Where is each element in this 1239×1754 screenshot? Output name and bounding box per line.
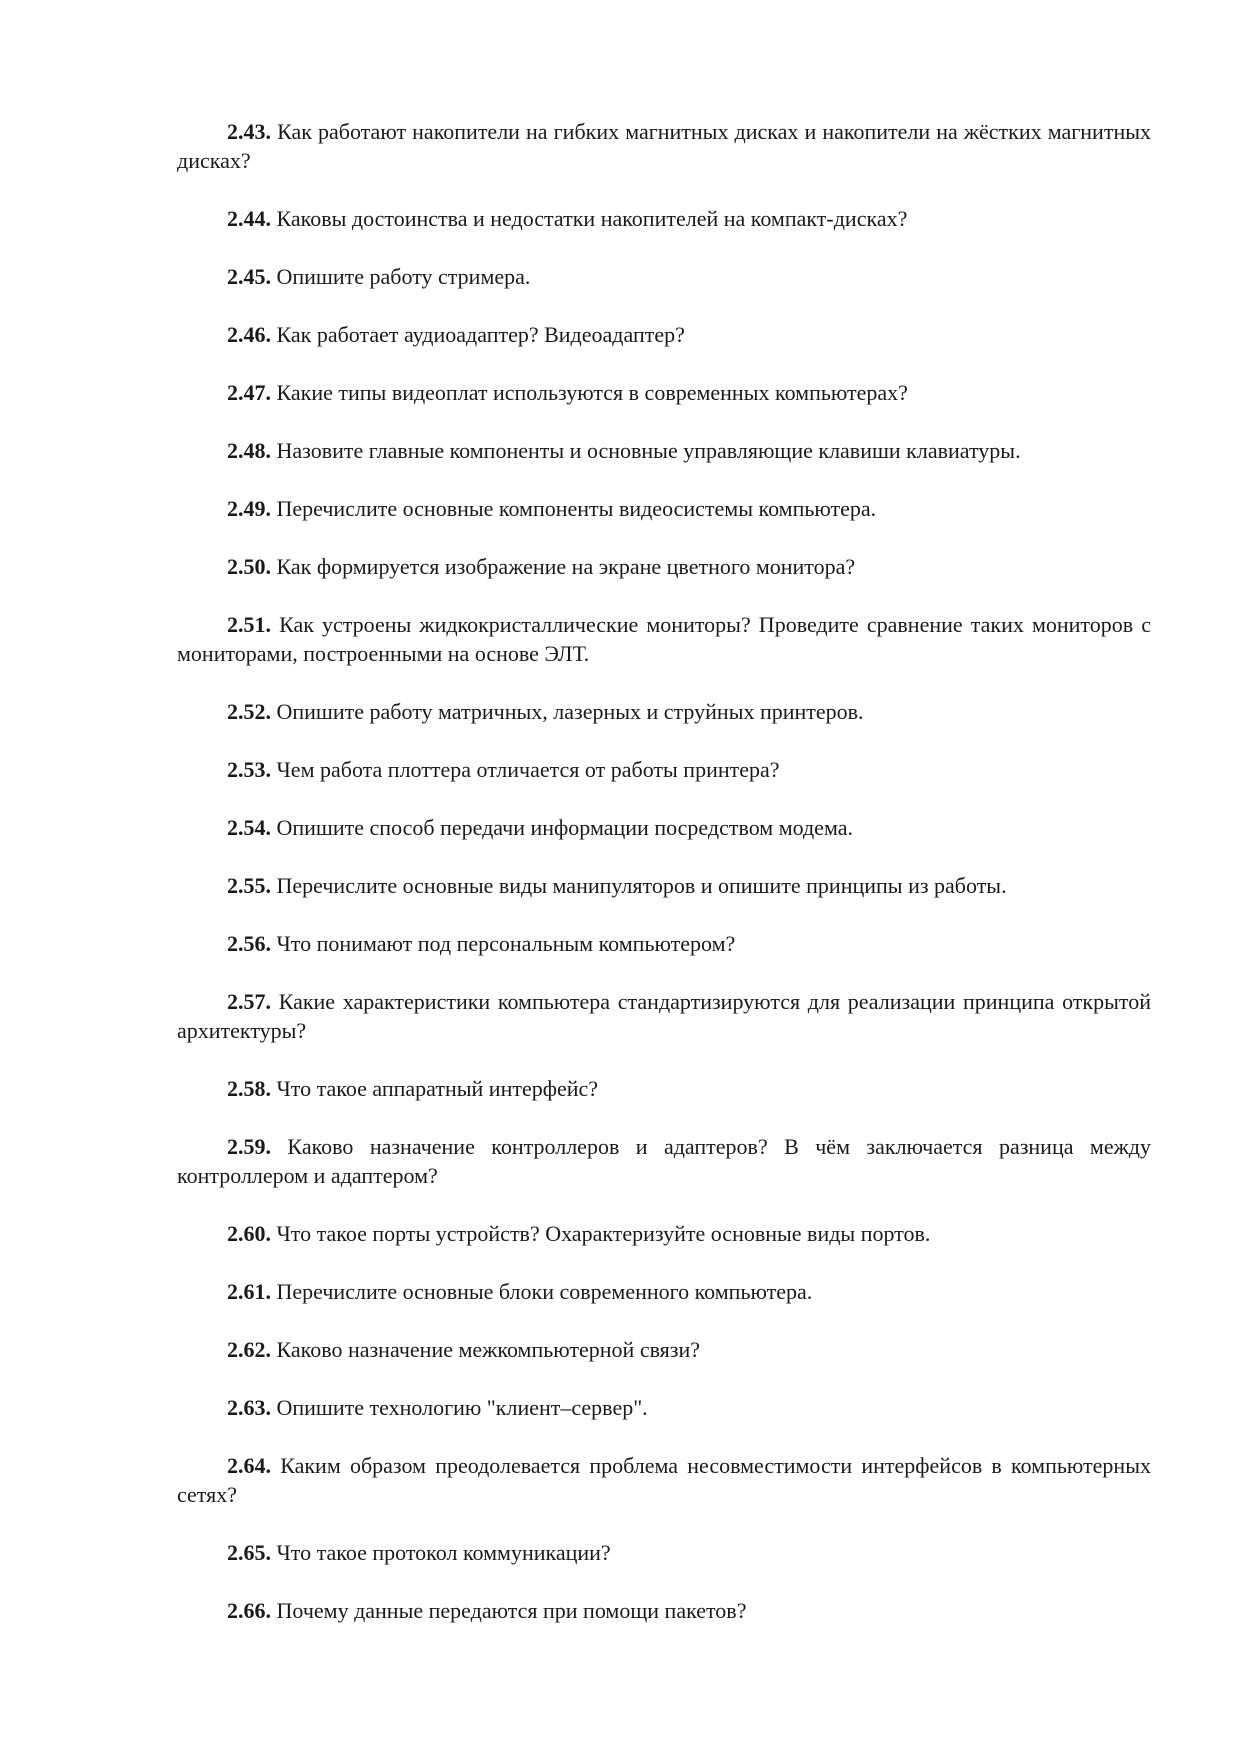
- question-2-50: [177, 552, 1151, 581]
- question-text: Как работает аудиоадаптер? Видеоадаптер?: [271, 322, 685, 347]
- question-2-47: [177, 378, 1151, 407]
- question-2-58: [177, 1074, 1151, 1103]
- question-number: 2.58.: [227, 1076, 271, 1101]
- question-number: 2.43.: [227, 119, 271, 144]
- question-number: 2.61.: [227, 1279, 271, 1304]
- question-number: 2.44.: [227, 206, 271, 231]
- question-2-63: [177, 1393, 1151, 1422]
- question-2-65: [177, 1538, 1151, 1567]
- question-text: Каково назначение межкомпьютерной связи?: [271, 1337, 701, 1362]
- question-text: Опишите работу матричных, лазерных и струйных принтеров.: [271, 699, 864, 724]
- question-2-43: [177, 117, 1151, 175]
- question-text: Перечислите основные блоки современного компьютера.: [271, 1279, 813, 1304]
- question-2-52: [177, 697, 1151, 726]
- question-text: Опишите способ передачи информации посредством модема.: [271, 815, 853, 840]
- question-2-60: [177, 1219, 1151, 1248]
- question-text: Как устроены жидкокристаллические мониторы? Проведите сравнение таких мониторов с мониторами, построенными на основе ЭЛТ.: [177, 612, 1151, 666]
- question-number: 2.65.: [227, 1540, 271, 1565]
- question-text: Какие характеристики компьютера стандартизируются для реализации принципа открытой архитектуры?: [177, 989, 1151, 1043]
- question-number: 2.57.: [227, 989, 271, 1014]
- question-2-57: [177, 987, 1151, 1045]
- question-number: 2.56.: [227, 931, 271, 956]
- question-text: Почему данные передаются при помощи пакетов?: [271, 1598, 747, 1623]
- question-text: Опишите работу стримера.: [271, 264, 531, 289]
- question-text: Как формируется изображение на экране цветного монитора?: [271, 554, 856, 579]
- question-number: 2.66.: [227, 1598, 271, 1623]
- question-text: Что такое аппаратный интерфейс?: [271, 1076, 599, 1101]
- question-text: Перечислите основные виды манипуляторов и опишите принципы из работы.: [271, 873, 1007, 898]
- question-text: Назовите главные компоненты и основные управляющие клавиши клавиатуры.: [271, 438, 1021, 463]
- question-number: 2.46.: [227, 322, 271, 347]
- question-2-51: [177, 610, 1151, 668]
- question-2-48: [177, 436, 1151, 465]
- question-2-62: [177, 1335, 1151, 1364]
- question-text: Каково назначение контроллеров и адаптеров? В чём заключается разница между контроллером и адаптером?: [177, 1134, 1151, 1188]
- question-number: 2.63.: [227, 1395, 271, 1420]
- question-2-61: [177, 1277, 1151, 1306]
- question-2-53: [177, 755, 1151, 784]
- question-text: Как работают накопители на гибких магнитных дисках и накопители на жёстких магнитных дисках?: [177, 119, 1151, 173]
- question-text: Перечислите основные компоненты видеосистемы компьютера.: [271, 496, 877, 521]
- question-2-66: [177, 1596, 1151, 1625]
- question-number: 2.49.: [227, 496, 271, 521]
- question-number: 2.51.: [227, 612, 271, 637]
- question-list: [177, 117, 1151, 1654]
- question-text: Какие типы видеоплат используются в современных компьютерах?: [271, 380, 908, 405]
- question-number: 2.45.: [227, 264, 271, 289]
- question-number: 2.52.: [227, 699, 271, 724]
- question-number: 2.59.: [227, 1134, 271, 1159]
- question-2-46: [177, 320, 1151, 349]
- question-2-56: [177, 929, 1151, 958]
- question-2-45: [177, 262, 1151, 291]
- question-text: Чем работа плоттера отличается от работы принтера?: [271, 757, 780, 782]
- question-number: 2.55.: [227, 873, 271, 898]
- question-2-49: [177, 494, 1151, 523]
- question-2-54: [177, 813, 1151, 842]
- question-text: Что такое порты устройств? Охарактеризуйте основные виды портов.: [271, 1221, 931, 1246]
- question-text: Каким образом преодолевается проблема несовместимости интерфейсов в компьютерных сетях?: [177, 1453, 1151, 1507]
- question-text: Опишите технологию "клиент–сервер".: [271, 1395, 648, 1420]
- question-text: Что такое протокол коммуникации?: [271, 1540, 611, 1565]
- question-text: Каковы достоинства и недостатки накопителей на компакт-дисках?: [271, 206, 908, 231]
- question-number: 2.48.: [227, 438, 271, 463]
- question-number: 2.54.: [227, 815, 271, 840]
- question-2-55: [177, 871, 1151, 900]
- question-number: 2.64.: [227, 1453, 271, 1478]
- question-number: 2.47.: [227, 380, 271, 405]
- question-number: 2.53.: [227, 757, 271, 782]
- question-number: 2.62.: [227, 1337, 271, 1362]
- question-text: Что понимают под персональным компьютером?: [271, 931, 736, 956]
- question-2-59: [177, 1132, 1151, 1190]
- question-2-64: [177, 1451, 1151, 1509]
- question-2-44: [177, 204, 1151, 233]
- question-number: 2.50.: [227, 554, 271, 579]
- question-number: 2.60.: [227, 1221, 271, 1246]
